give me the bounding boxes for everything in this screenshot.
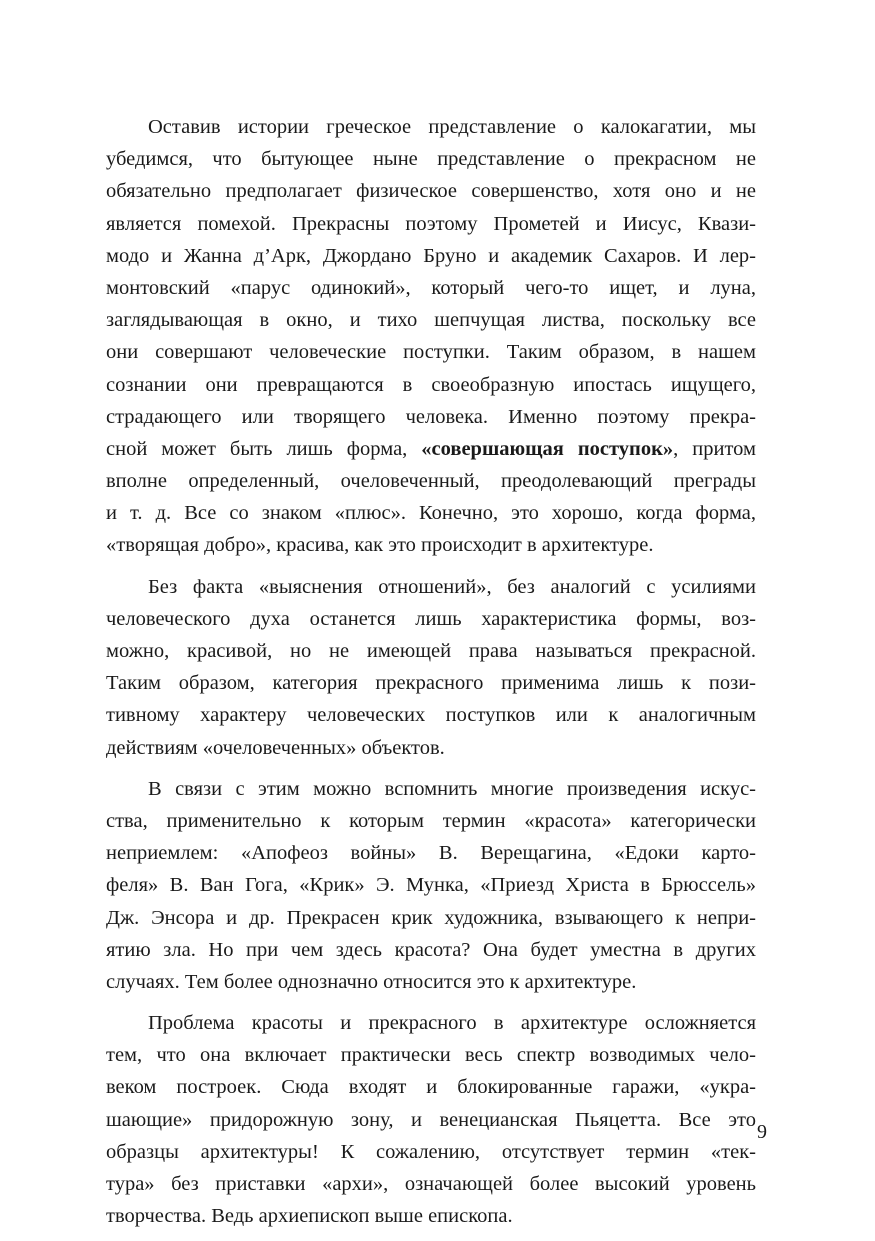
text-run: действиям «очеловеченных» объектов. — [106, 736, 445, 759]
text-run: человеческого духа останется лишь характеристика формы, воз- — [106, 607, 756, 630]
text-line — [106, 902, 756, 934]
text-line — [106, 732, 756, 764]
text-run: тивному характеру человеческих поступков или к аналогичным — [106, 704, 756, 727]
paragraph — [106, 571, 756, 764]
text-line — [106, 497, 756, 529]
text-line — [106, 1104, 756, 1136]
text-line — [106, 635, 756, 667]
text-line — [106, 208, 756, 240]
page-number: 9 — [757, 1121, 767, 1143]
text-line — [106, 571, 756, 603]
paragraph — [106, 111, 756, 562]
text-run: образцы архитектуры! К сожалению, отсутствует термин «тек- — [106, 1140, 756, 1163]
text-line — [106, 529, 756, 561]
paragraph-gap — [106, 998, 756, 1007]
text-line — [106, 837, 756, 869]
text-run: веком построек. Сюда входят и блокированные гаражи, «укра- — [106, 1076, 756, 1099]
text-run: является помехой. Прекрасны поэтому Прометей и Иисус, Квази- — [106, 212, 756, 235]
text-run: страдающего или творящего человека. Именно поэтому прекра- — [106, 405, 756, 428]
text-line — [106, 1168, 756, 1200]
text-run: творчества. Ведь архиепископ выше епископа. — [106, 1205, 513, 1228]
text-run: Без факта «выяснения отношений», без аналогий с усилиями — [148, 575, 756, 598]
text-run: обязательно предполагает физическое совершенство, хотя оно и не — [106, 180, 756, 203]
text-line — [106, 667, 756, 699]
text-line — [106, 1007, 756, 1039]
text-run: Оставив истории греческое представление о калокагатии, мы — [148, 116, 756, 138]
text-line — [106, 175, 756, 207]
text-run: они совершают человеческие поступки. Таким образом, в нашем — [106, 341, 756, 364]
paragraph — [106, 1007, 756, 1232]
text-run: «творящая добро», красива, как это происходит в архитектуре. — [106, 534, 654, 557]
text-line — [106, 272, 756, 304]
text-run: и т. д. Все со знаком «плюс». Конечно, это хорошо, когда форма, — [106, 502, 756, 525]
paragraph-gap — [106, 562, 756, 571]
text-line — [106, 304, 756, 336]
text-run: неприемлем: «Апофеоз войны» В. Верещагина, «Едоки карто- — [106, 842, 756, 865]
text-line — [106, 1039, 756, 1071]
text-run: заглядывающая в окно, и тихо шепчущая листва, поскольку все — [106, 309, 756, 332]
text-run: ства, применительно к которым термин «красота» категорически — [106, 809, 756, 832]
text-run: убедимся, что бытующее ныне представление о прекрасном не — [106, 148, 756, 171]
paragraph-gap — [106, 764, 756, 773]
text-line — [106, 143, 756, 175]
text-run: В связи с этим можно вспомнить многие произведения искус- — [148, 777, 756, 800]
text-run: можно, красивой, но не имеющей права называться прекрасной. — [106, 640, 756, 662]
text-line — [106, 603, 756, 635]
text-line — [106, 111, 756, 143]
text-run: Дж. Энсора и др. Прекрасен крик художника, взывающего к непри- — [106, 906, 756, 929]
text-line — [106, 805, 756, 837]
text-line — [106, 966, 756, 998]
text-line — [106, 1200, 756, 1232]
text-run: тура» без приставки «архи», означающей более высокий уровень — [106, 1173, 756, 1195]
text-run: ятию зла. Но при чем здесь красота? Она будет уместна в других — [106, 938, 756, 961]
paragraph — [106, 773, 756, 998]
text-line — [106, 1071, 756, 1103]
text-line — [106, 433, 756, 465]
text-run: монтовский «парус одинокий», который чего-то ищет, и луна, — [106, 276, 756, 299]
text-run: модо и Жанна д’Арк, Джордано Бруно и академик Сахаров. И лер- — [106, 244, 756, 267]
text-run: Проблема красоты и прекрасного в архитектуре осложняется — [148, 1012, 756, 1035]
text-run: феля» В. Ван Гога, «Крик» Э. Мунка, «Приезд Христа в Брюссель» — [106, 874, 756, 897]
bold-phrase: «совершающая поступок» — [421, 437, 674, 460]
text-line — [106, 699, 756, 731]
text-run: , притом — [673, 437, 756, 460]
text-run: случаях. Тем более однозначно относится это к архитектуре. — [106, 970, 637, 993]
text-run: Таким образом, категория прекрасного применима лишь к пози- — [106, 672, 756, 695]
body-text — [106, 111, 756, 1232]
text-line — [106, 869, 756, 901]
text-line — [106, 369, 756, 401]
text-line — [106, 934, 756, 966]
text-run: вполне определенный, очеловеченный, преодолевающий преграды — [106, 470, 756, 493]
text-line — [106, 1136, 756, 1168]
text-line — [106, 465, 756, 497]
text-line — [106, 401, 756, 433]
text-line — [106, 773, 756, 805]
text-line — [106, 336, 756, 368]
text-run: сознании они превращаются в своеобразную ипостась ищущего, — [106, 373, 756, 396]
text-run: сной может быть лишь форма, — [106, 437, 422, 460]
text-run: тем, что она включает практически весь спектр возводимых чело- — [106, 1044, 756, 1067]
text-run: шающие» придорожную зону, и венецианская Пьяцетта. Все это — [106, 1108, 756, 1131]
text-line — [106, 240, 756, 272]
